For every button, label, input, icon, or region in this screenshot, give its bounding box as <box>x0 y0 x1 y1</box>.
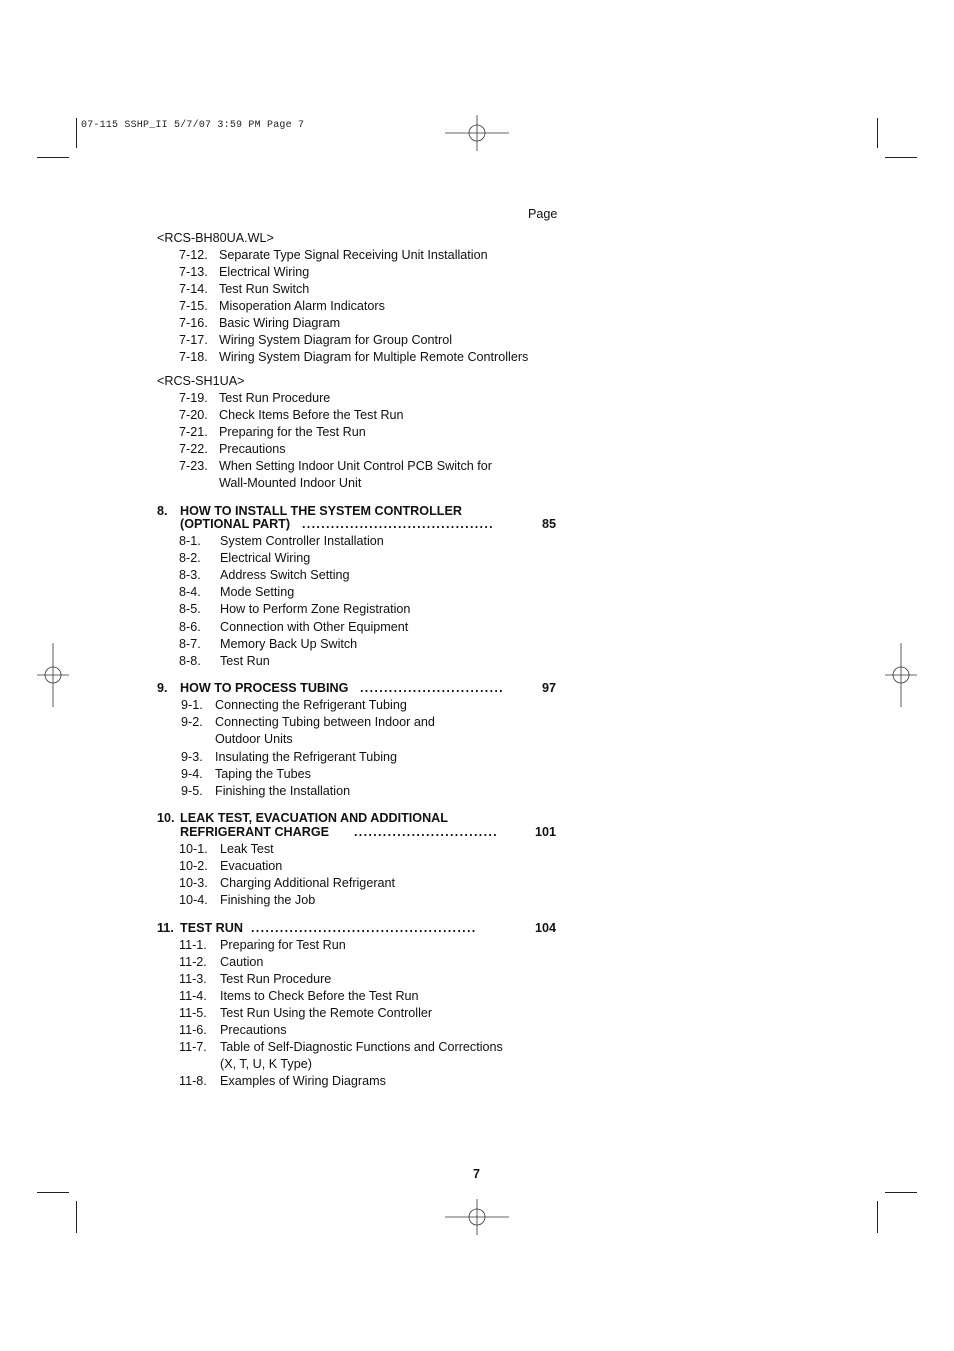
dot-leader: .............................. <box>354 825 498 839</box>
toc-item-continuation: Outdoor Units <box>215 732 293 746</box>
toc-item-text: Test Run Using the Remote Controller <box>220 1006 433 1020</box>
toc-item-text: Mode Setting <box>220 585 295 599</box>
toc-item-text: Connecting the Refrigerant Tubing <box>215 698 407 712</box>
toc-item-number: 7-18. <box>179 350 208 364</box>
toc-item-number: 8-8. <box>179 654 201 668</box>
crop-mark-top-right-h <box>885 157 917 158</box>
dot-leader: .............................. <box>360 681 504 695</box>
crop-mark-top-left-h <box>37 157 69 158</box>
toc-item-text: Test Run Switch <box>219 282 310 296</box>
toc-item-number: 11-1. <box>179 938 207 952</box>
crop-mark-top-right-v <box>877 118 878 148</box>
toc-item-continuation: Wall-Mounted Indoor Unit <box>219 476 362 490</box>
toc-item-text: Electrical Wiring <box>220 551 311 565</box>
toc-item-number: 7-15. <box>179 299 208 313</box>
toc-item-number: 9-2. <box>181 715 203 729</box>
toc-item-text: Basic Wiring Diagram <box>219 316 341 330</box>
toc-item-number: 7-14. <box>179 282 208 296</box>
toc-item-text: Connecting Tubing between Indoor and <box>215 715 435 729</box>
toc-item-number: 11-7. <box>179 1040 207 1054</box>
toc-item-number: 7-17. <box>179 333 208 347</box>
section-number: 10. <box>157 811 175 825</box>
section-title: HOW TO PROCESS TUBING <box>180 681 349 695</box>
toc-item-number: 11-5. <box>179 1006 207 1020</box>
section-title: LEAK TEST, EVACUATION AND ADDITIONAL <box>180 811 448 825</box>
toc-item-number: 9-1. <box>181 698 203 712</box>
toc-item-number: 11-6. <box>179 1023 207 1037</box>
toc-item-number: 7-13. <box>179 265 208 279</box>
toc-item-number: 10-2. <box>179 859 208 873</box>
toc-item-text: Items to Check Before the Test Run <box>220 989 419 1003</box>
toc-item-number: 7-19. <box>179 391 208 405</box>
toc-item-text: Insulating the Refrigerant Tubing <box>215 750 398 764</box>
toc-item-text: Precautions <box>220 1023 287 1037</box>
page-column-header: Page <box>528 207 558 221</box>
toc-item-number: 8-3. <box>179 568 201 582</box>
toc-item-text: System Controller Installation <box>220 534 384 548</box>
toc-item-text: Separate Type Signal Receiving Unit Installation <box>219 248 488 262</box>
toc-item-number: 11-4. <box>179 989 207 1003</box>
toc-item-number: 8-4. <box>179 585 201 599</box>
toc-item-number: 11-2. <box>179 955 207 969</box>
toc-item-text: Leak Test <box>220 842 274 856</box>
toc-item-number: 8-2. <box>179 551 201 565</box>
section-title-continued: (OPTIONAL PART) <box>180 517 291 531</box>
printer-slug: 07-115 SSHP_II 5/7/07 3:59 PM Page 7 <box>81 120 305 131</box>
toc-item-number: 9-5. <box>181 784 203 798</box>
toc-item-text: Caution <box>220 955 264 969</box>
toc-item-number: 7-22. <box>179 442 208 456</box>
section-page-number: 85 <box>541 517 556 531</box>
toc-item-number: 10-3. <box>179 876 208 890</box>
toc-item-text: Wiring System Diagram for Group Control <box>219 333 453 347</box>
page-number: 7 <box>473 1167 481 1181</box>
toc-item-text: Address Switch Setting <box>220 568 350 582</box>
toc-item-continuation: (X, T, U, K Type) <box>220 1057 312 1071</box>
toc-item-number: 11-3. <box>179 972 207 986</box>
toc-item-text: Charging Additional Refrigerant <box>220 876 396 890</box>
toc-item-number: 7-12. <box>179 248 208 262</box>
toc-item-text: Finishing the Job <box>220 893 316 907</box>
section-title: TEST RUN <box>180 921 243 935</box>
toc-item-text: Memory Back Up Switch <box>220 637 358 651</box>
toc-item-number: 7-21. <box>179 425 208 439</box>
registration-mark-right <box>885 643 917 707</box>
toc-item-text: Test Run Procedure <box>219 391 331 405</box>
toc-item-text: Examples of Wiring Diagrams <box>220 1074 386 1088</box>
crop-mark-bottom-left-v <box>76 1201 77 1233</box>
toc-item-text: Check Items Before the Test Run <box>219 408 404 422</box>
toc-item-text: Preparing for Test Run <box>220 938 346 952</box>
registration-mark-top <box>445 115 509 151</box>
toc-item-number: 10-1. <box>179 842 208 856</box>
toc-item-number: 7-23. <box>179 459 208 473</box>
toc-item-text: Test Run Procedure <box>220 972 332 986</box>
toc-item-number: 11-8. <box>179 1074 207 1088</box>
toc-item-text: Finishing the Installation <box>215 784 351 798</box>
toc-item-text: Precautions <box>219 442 286 456</box>
section-page-number: 101 <box>534 825 556 839</box>
section-title: HOW TO INSTALL THE SYSTEM CONTROLLER <box>180 504 462 518</box>
toc-item-text: Electrical Wiring <box>219 265 310 279</box>
registration-mark-left <box>37 643 69 707</box>
section-page-number: 97 <box>541 681 556 695</box>
toc-item-text: Taping the Tubes <box>215 767 311 781</box>
toc-item-text: Preparing for the Test Run <box>219 425 366 439</box>
toc-item-number: 9-3. <box>181 750 203 764</box>
toc-item-text: Evacuation <box>220 859 283 873</box>
crop-mark-bottom-right-v <box>877 1201 878 1233</box>
dot-leader: ........................................ <box>302 517 494 531</box>
registration-mark-bottom <box>445 1199 509 1235</box>
section-title-continued: REFRIGERANT CHARGE <box>180 825 330 839</box>
toc-item-text: How to Perform Zone Registration <box>220 602 411 616</box>
crop-mark-bottom-right-h <box>885 1192 917 1193</box>
toc-item-text: Misoperation Alarm Indicators <box>219 299 385 313</box>
toc-item-text: Table of Self-Diagnostic Functions and Corrections <box>220 1040 503 1054</box>
toc-item-number: 8-5. <box>179 602 201 616</box>
toc-item-number: 10-4. <box>179 893 208 907</box>
section-heading-rcs-sh1: <RCS-SH1UA> <box>157 374 245 388</box>
toc-item-text: Wiring System Diagram for Multiple Remote Controllers <box>219 350 529 364</box>
toc-item-number: 8-1. <box>179 534 201 548</box>
toc-item-number: 9-4. <box>181 767 203 781</box>
section-heading-rcs-bh80: <RCS-BH80UA.WL> <box>157 231 274 245</box>
dot-leader: ............................................... <box>251 921 477 935</box>
toc-item-text: Test Run <box>220 654 270 668</box>
section-number: 8. <box>157 504 168 518</box>
section-number: 11. <box>157 921 174 935</box>
toc-item-text: Connection with Other Equipment <box>220 620 409 634</box>
crop-mark-top-left-v <box>76 118 77 148</box>
toc-item-number: 8-6. <box>179 620 201 634</box>
section-number: 9. <box>157 681 168 695</box>
toc-item-number: 8-7. <box>179 637 201 651</box>
toc-item-number: 7-16. <box>179 316 208 330</box>
toc-item-number: 7-20. <box>179 408 208 422</box>
section-page-number: 104 <box>534 921 556 935</box>
toc-item-text: When Setting Indoor Unit Control PCB Switch for <box>219 459 492 473</box>
crop-mark-bottom-left-h <box>37 1192 69 1193</box>
